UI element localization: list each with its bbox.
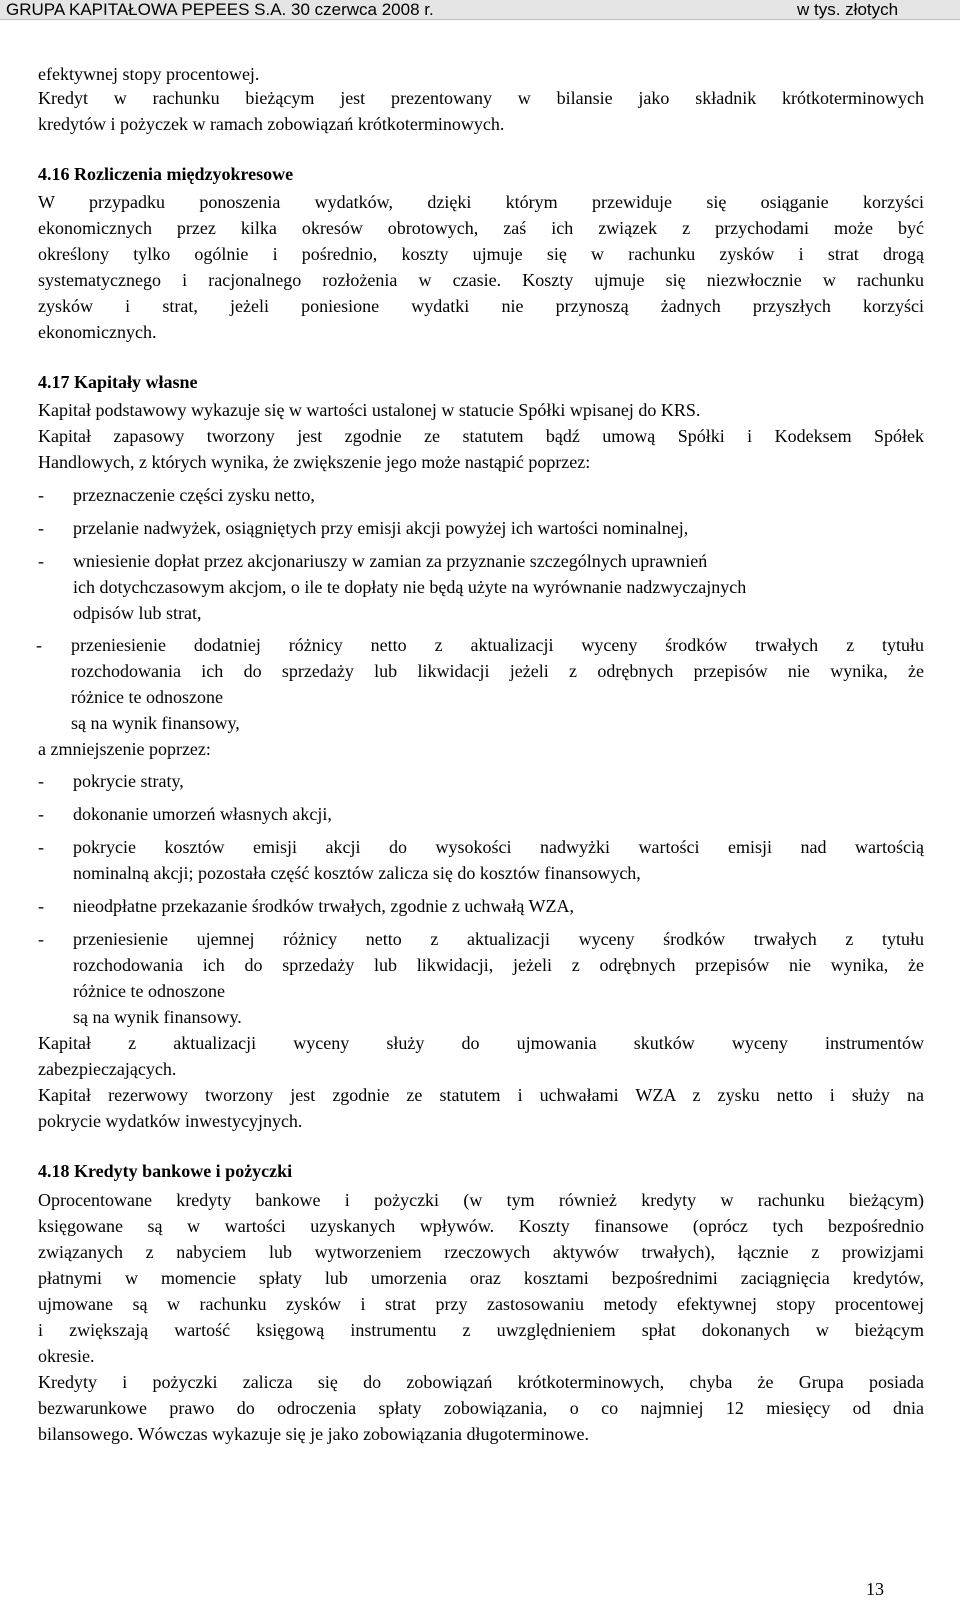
paragraph-line: związanych z nabyciem lub wytworzeniem rzeczowych aktywów trwałych), łącznie z prowizjami: [38, 1242, 924, 1262]
paragraph-line: Oprocentowane kredyty bankowe i pożyczki (w tym również kredyty w rachunku bieżącym): [38, 1190, 924, 1210]
list-dash: -: [38, 837, 44, 857]
paragraph-line: Kapitał z aktualizacji wyceny służy do ujmowania skutków wyceny instrumentów: [38, 1033, 924, 1053]
list-item: przelanie nadwyżek, osiągniętych przy emisji akcji powyżej ich wartości nominalnej,: [73, 518, 689, 538]
section-heading-417: 4.17 Kapitały własne: [38, 372, 198, 392]
list-dash: -: [38, 551, 44, 571]
list-item-continued: są na wynik finansowy.: [73, 1007, 242, 1027]
list-item: pokrycie kosztów emisji akcji do wysokości nadwyżki wartości emisji nad wartością: [73, 837, 924, 857]
header-company: GRUPA KAPITAŁOWA PEPEES S.A. 30 czerwca 2008 r.: [6, 0, 434, 19]
paragraph-line: ujmowane są w rachunku zysków i strat przy zastosowaniu metody efektywnej stopy procentowej: [38, 1294, 924, 1314]
page-number: 13: [866, 1579, 884, 1599]
list-dash: -: [38, 485, 44, 505]
intro-line: kredytów i pożyczek w ramach zobowiązań krótkoterminowych.: [38, 114, 505, 134]
paragraph-line: Kapitał podstawowy wykazuje się w wartości ustalonej w statucie Spółki wpisanej do KRS.: [38, 400, 701, 420]
list-item: pokrycie straty,: [73, 771, 184, 791]
list-item-continued: odpisów lub strat,: [73, 603, 202, 623]
list-item-continued: różnice te odnoszone: [73, 981, 225, 1001]
paragraph-line: zysków i strat, jeżeli poniesione wydatki nie przynoszą żadnych przyszłych korzyści: [38, 296, 924, 316]
paragraph-line: bilansowego. Wówczas wykazuje się je jako zobowiązania długoterminowe.: [38, 1424, 589, 1444]
paragraph-line: Kredyty i pożyczki zalicza się do zobowiązań krótkoterminowych, chyba że Grupa posiada: [38, 1372, 924, 1392]
list-dash: -: [38, 771, 44, 791]
header-units: w tys. złotych: [797, 0, 899, 19]
section-heading-416: 4.16 Rozliczenia międzyokresowe: [38, 164, 294, 184]
page-header: [0, 0, 960, 20]
paragraph-line: Kapitał rezerwowy tworzony jest zgodnie ze statutem i uchwałami WZA z zysku netto i służy na: [38, 1085, 924, 1105]
list-item: wniesienie dopłat przez akcjonariuszy w zamian za przyznanie szczególnych uprawnień: [73, 551, 708, 571]
list-item: przeniesienie ujemnej różnicy netto z aktualizacji wyceny środków trwałych z tytułu: [73, 929, 924, 949]
paragraph-line: systematycznego i racjonalnego rozłożenia w czasie. Koszty ujmuje się niezwłocznie w rachunku: [38, 270, 924, 290]
intro-line: efektywnej stopy procentowej.: [38, 64, 260, 84]
paragraph-line: księgowane są w wartości uzyskanych wpływów. Koszty finansowe (oprócz tych bezpośrednio: [38, 1216, 924, 1236]
list-item-continued: rozchodowania ich do sprzedaży lub likwidacji, jeżeli z odrębnych przepisów nie wynika, że: [73, 955, 924, 975]
paragraph-line: bezwarunkowe prawo do odroczenia spłaty zobowiązania, o co najmniej 12 miesięcy od dnia: [38, 1398, 924, 1418]
list-item-continued: ich dotychczasowym akcjom, o ile te dopłaty nie będą użyte na wyrównanie nadzwyczajnych: [73, 577, 747, 597]
list-dash: -: [38, 804, 44, 824]
paragraph-line: ekonomicznych przez kilka okresów obrotowych, zaś ich związek z przychodami może być: [38, 218, 924, 238]
paragraph-line: i zwiększają wartość księgową instrumentu z uwzględnieniem spłat dokonanych w bieżącym: [38, 1320, 924, 1340]
list-dash: -: [36, 635, 42, 655]
paragraph-line: W przypadku ponoszenia wydatków, dzięki którym przewiduje się osiąganie korzyści: [38, 192, 924, 212]
intro-line: Kredyt w rachunku bieżącym jest prezentowany w bilansie jako składnik krótkoterminowych: [38, 88, 924, 108]
paragraph-line: Kapitał zapasowy tworzony jest zgodnie ze statutem bądź umową Spółki i Kodeksem Spółek: [38, 426, 924, 446]
list-item: przeniesienie dodatniej różnicy netto z aktualizacji wyceny środków trwałych z tytułu: [71, 635, 924, 655]
list-dash: -: [38, 929, 44, 949]
paragraph-line: okresie.: [38, 1346, 95, 1366]
paragraph-line: określony tylko ogólnie i pośrednio, koszty ujmuje się w rachunku zysków i strat drogą: [38, 244, 924, 264]
list-item-continued: są na wynik finansowy,: [71, 713, 240, 733]
paragraph-line: ekonomicznych.: [38, 322, 157, 342]
paragraph-line: pokrycie wydatków inwestycyjnych.: [38, 1111, 303, 1131]
paragraph-line: zabezpieczających.: [38, 1059, 177, 1079]
section-heading-418: 4.18 Kredyty bankowe i pożyczki: [38, 1161, 293, 1181]
paragraph-line: Handlowych, z których wynika, że zwiększenie jego może nastąpić poprzez:: [38, 452, 591, 472]
list-item-continued: nominalną akcji; pozostała część kosztów zalicza się do kosztów finansowych,: [73, 863, 641, 883]
list-item-continued: różnice te odnoszone: [71, 687, 223, 707]
paragraph-line: płatnymi w momencie spłaty lub umorzenia oraz kosztami bezpośrednimi zaciągnięcia kredytów,: [38, 1268, 924, 1288]
list-dash: -: [38, 518, 44, 538]
list-item: dokonanie umorzeń własnych akcji,: [73, 804, 332, 824]
list-dash: -: [38, 896, 44, 916]
list-item-continued: rozchodowania ich do sprzedaży lub likwidacji jeżeli z odrębnych przepisów nie wynika, że: [71, 661, 924, 681]
paragraph-line: a zmniejszenie poprzez:: [38, 739, 211, 759]
list-item: nieodpłatne przekazanie środków trwałych, zgodnie z uchwałą WZA,: [73, 896, 574, 916]
list-item: przeznaczenie części zysku netto,: [73, 485, 315, 505]
